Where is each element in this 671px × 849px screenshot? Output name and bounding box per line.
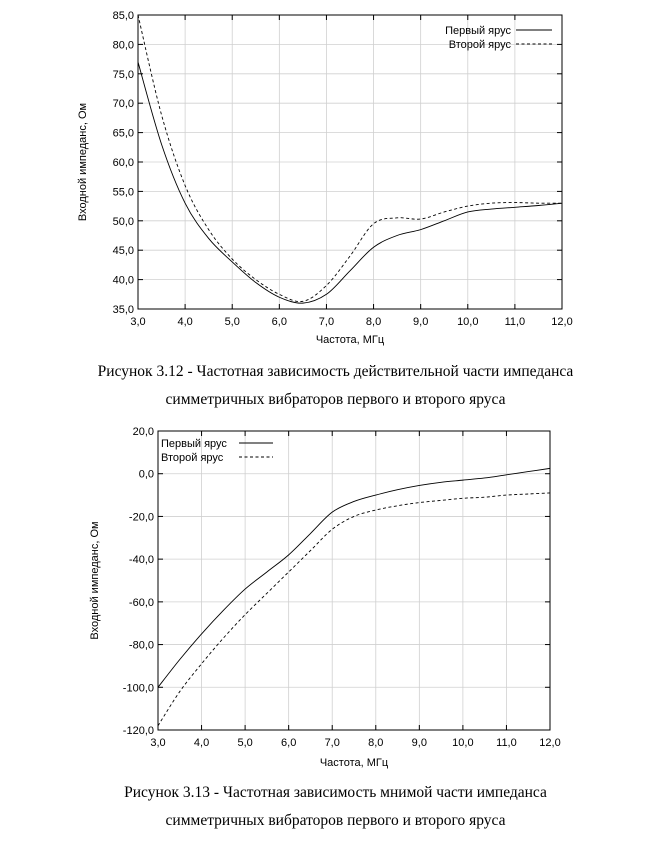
chart-imaginary-impedance-svg bbox=[0, 420, 671, 776]
chart1-x-tick-label: 9,0 bbox=[413, 316, 429, 328]
chart1-y-tick-label: 35,0 bbox=[112, 304, 134, 316]
chart1-y-tick-label: 55,0 bbox=[112, 186, 134, 199]
chart1-x-tick-label: 12,0 bbox=[551, 316, 573, 328]
chart2-x-tick-label: 7,0 bbox=[324, 737, 340, 749]
chart2-y-tick-label: -20,0 bbox=[128, 511, 154, 524]
figure-caption-3-12-line2: симметричных вибраторов первого и второго яруса bbox=[165, 391, 506, 408]
chart2-x-tick-label: 3,0 bbox=[150, 737, 166, 749]
chart2-y-tick-label: -40,0 bbox=[128, 554, 154, 567]
chart2-y-tick-label: -60,0 bbox=[128, 596, 154, 609]
chart1-series-line-1 bbox=[138, 62, 562, 303]
chart1-x-tick-label: 5,0 bbox=[224, 316, 240, 328]
chart1-y-axis-label: Входной импеданс, Ом bbox=[77, 102, 89, 222]
chart2-legend-label-2: Второй ярус bbox=[161, 452, 224, 464]
chart2-x-tick-label: 12,0 bbox=[539, 737, 561, 749]
chart1-y-tick-label: 85,0 bbox=[112, 10, 134, 22]
figure-caption-3-13-line2: симметричных вибраторов первого и второго яруса bbox=[165, 812, 506, 829]
chart2-y-tick-label: -100,0 bbox=[122, 682, 154, 695]
chart1-x-tick-label: 11,0 bbox=[504, 316, 526, 328]
chart2-x-tick-label: 10,0 bbox=[452, 737, 474, 749]
chart2-plot-frame bbox=[158, 431, 550, 730]
chart2-legend-label-1: Первый ярус bbox=[161, 438, 227, 450]
figure-caption-3-12-line1: Рисунок 3.12 - Частотная зависимость действительной части импеданса bbox=[97, 363, 574, 380]
chart1-x-tick-label: 8,0 bbox=[365, 316, 382, 328]
chart2-series-line-1 bbox=[158, 468, 550, 687]
chart-real-impedance bbox=[0, 0, 671, 346]
chart1-legend-label-2: Второй ярус bbox=[448, 39, 511, 51]
chart2-y-tick-label: -80,0 bbox=[128, 639, 154, 652]
chart2-y-tick-label: -120,0 bbox=[122, 725, 154, 737]
chart1-x-tick-label: 7,0 bbox=[318, 316, 335, 328]
chart2-y-tick-label: 0,0 bbox=[138, 468, 154, 481]
chart1-y-tick-label: 70,0 bbox=[112, 98, 134, 111]
chart2-x-tick-label: 6,0 bbox=[281, 737, 297, 749]
chart1-series-line-2 bbox=[138, 15, 562, 302]
chart1-legend-label-1: Первый ярус bbox=[445, 25, 511, 37]
chart1-x-axis-label: Частота, МГц bbox=[315, 334, 385, 346]
chart2-x-tick-label: 11,0 bbox=[496, 737, 517, 749]
chart1-x-tick-label: 4,0 bbox=[177, 316, 193, 328]
chart1-y-tick-label: 65,0 bbox=[112, 127, 134, 140]
chart2-y-axis-label: Входной импеданс, Ом bbox=[89, 521, 101, 640]
chart-imaginary-impedance bbox=[0, 420, 671, 776]
chart1-y-tick-label: 80,0 bbox=[112, 39, 134, 52]
chart1-y-tick-label: 40,0 bbox=[112, 274, 134, 287]
chart2-y-tick-label: 20,0 bbox=[132, 426, 154, 438]
chart2-series-line-2 bbox=[158, 493, 550, 726]
chart1-y-tick-label: 75,0 bbox=[112, 68, 134, 81]
chart2-x-tick-label: 9,0 bbox=[411, 737, 427, 749]
chart1-y-tick-label: 50,0 bbox=[112, 215, 134, 228]
chart1-y-tick-label: 45,0 bbox=[112, 245, 134, 258]
figure-caption-3-13-line1: Рисунок 3.13 - Частотная зависимость мнимой части импеданса bbox=[124, 784, 547, 801]
chart1-x-tick-label: 3,0 bbox=[130, 316, 146, 328]
chart1-y-tick-label: 60,0 bbox=[112, 157, 134, 169]
chart-real-impedance-svg bbox=[0, 0, 671, 346]
chart1-x-tick-label: 6,0 bbox=[271, 316, 287, 328]
chart1-x-tick-label: 10,0 bbox=[457, 316, 479, 328]
chart2-x-tick-label: 5,0 bbox=[237, 737, 253, 749]
chart2-x-tick-label: 8,0 bbox=[368, 737, 384, 749]
chart2-x-axis-label: Частота, МГц bbox=[319, 757, 389, 769]
chart2-x-tick-label: 4,0 bbox=[193, 737, 210, 749]
